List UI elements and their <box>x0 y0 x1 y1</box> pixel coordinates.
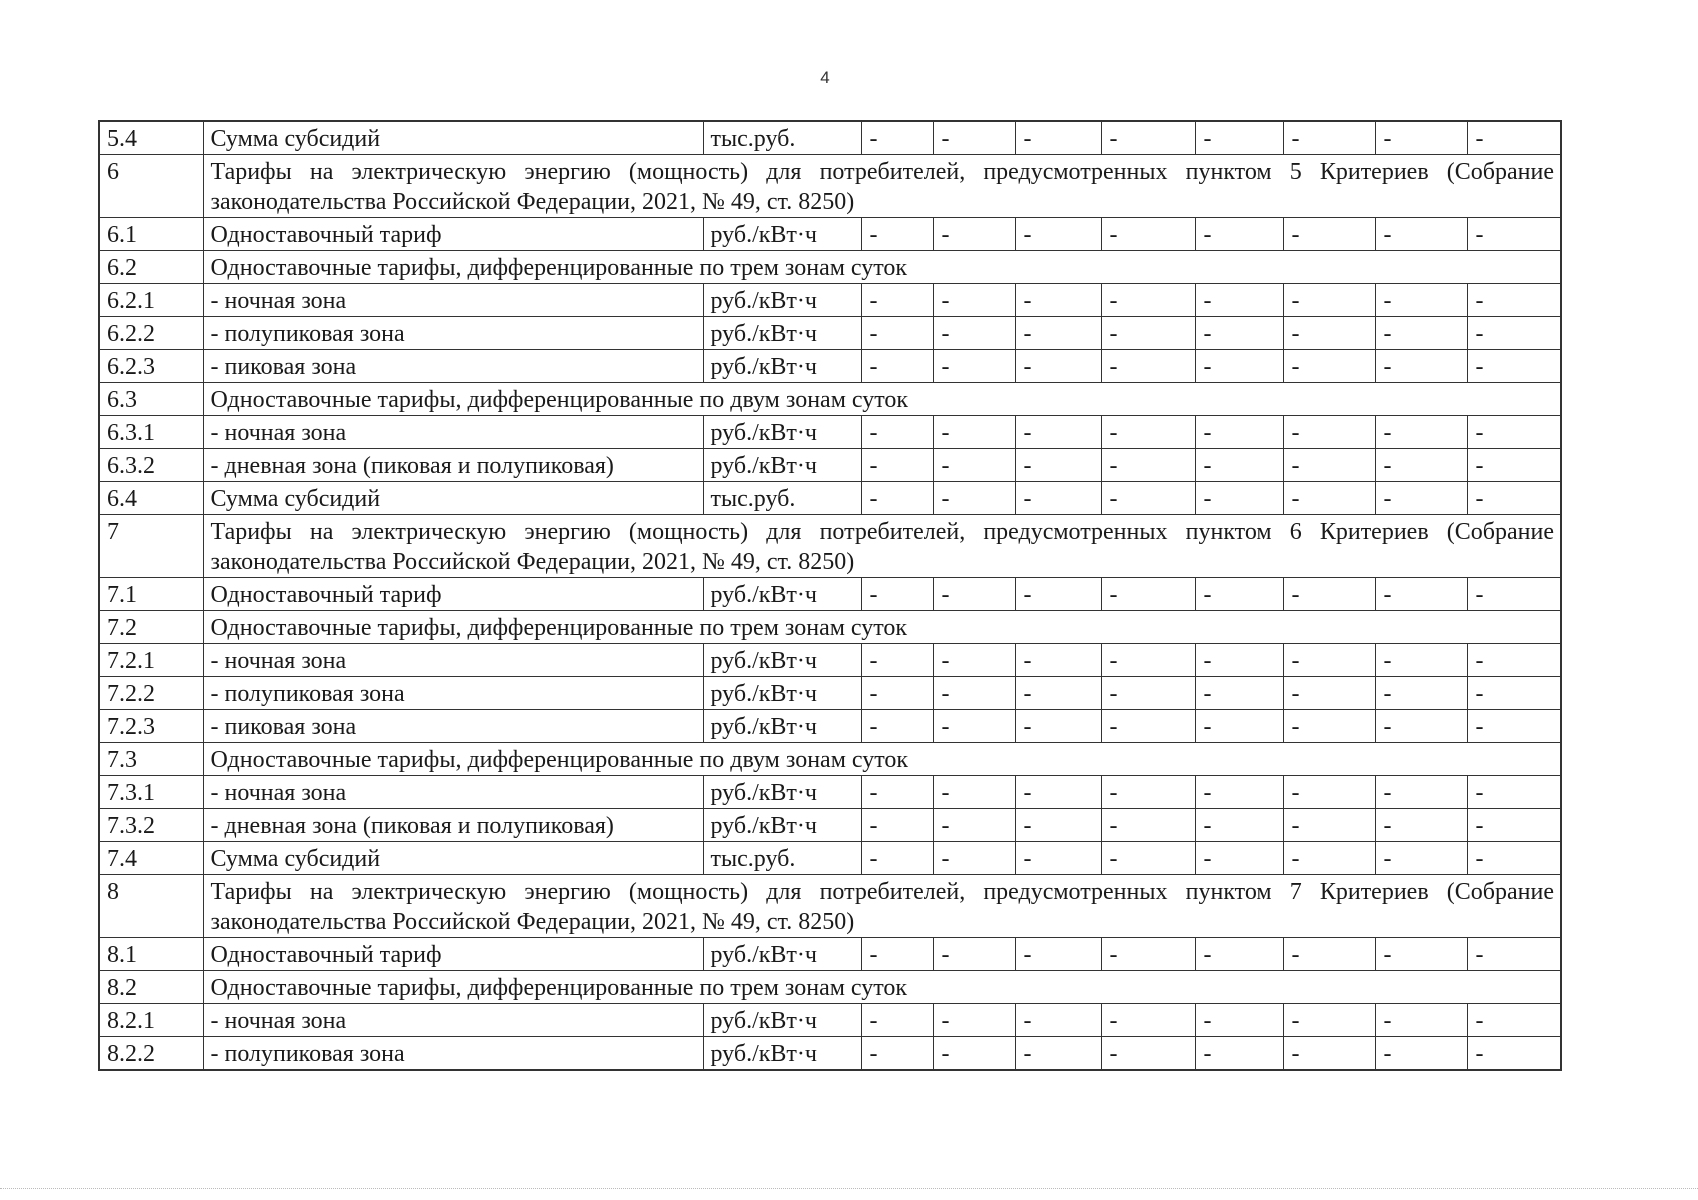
row-number: 7 <box>99 515 203 578</box>
row-name: - ночная зона <box>203 1004 703 1037</box>
value-cell: - <box>1015 218 1101 251</box>
row-unit: руб./кВт·ч <box>703 284 861 317</box>
row-unit: руб./кВт·ч <box>703 776 861 809</box>
value-cell: - <box>933 809 1015 842</box>
value-cell: - <box>1101 1037 1195 1071</box>
table-row <box>99 416 1561 449</box>
value-cell: - <box>1195 350 1283 383</box>
row-name: - ночная зона <box>203 644 703 677</box>
value-cell: - <box>1375 938 1467 971</box>
value-cell: - <box>1467 1037 1561 1071</box>
row-number: 6.2.3 <box>99 350 203 383</box>
value-cell: - <box>933 1037 1015 1071</box>
value-cell: - <box>933 644 1015 677</box>
value-cell: - <box>1467 121 1561 155</box>
tariff-table <box>98 120 1562 1071</box>
value-cell: - <box>1467 776 1561 809</box>
row-unit: руб./кВт·ч <box>703 350 861 383</box>
value-cell: - <box>1015 482 1101 515</box>
table-row <box>99 1004 1561 1037</box>
row-name: - полупиковая зона <box>203 677 703 710</box>
value-cell: - <box>861 938 933 971</box>
value-cell: - <box>1015 121 1101 155</box>
value-cell: - <box>861 449 933 482</box>
value-cell: - <box>1195 449 1283 482</box>
value-cell: - <box>1195 842 1283 875</box>
row-name: Сумма субсидий <box>203 121 703 155</box>
table-row <box>99 644 1561 677</box>
row-name: - ночная зона <box>203 776 703 809</box>
group-title: Одноставочные тарифы, дифференцированные по трем зонам суток <box>203 971 1561 1004</box>
value-cell: - <box>1101 578 1195 611</box>
value-cell: - <box>861 416 933 449</box>
row-number: 8.1 <box>99 938 203 971</box>
row-number: 7.2.1 <box>99 644 203 677</box>
row-name: - дневная зона (пиковая и полупиковая) <box>203 809 703 842</box>
table-row <box>99 809 1561 842</box>
value-cell: - <box>1101 677 1195 710</box>
value-cell: - <box>1283 317 1375 350</box>
group-title: Одноставочные тарифы, дифференцированные по двум зонам суток <box>203 383 1561 416</box>
value-cell: - <box>1283 809 1375 842</box>
section-title: Тарифы на электрическую энергию (мощность) для потребителей, предусмотренных пунктом 6 Критериев (Собрание законодательства Российской Федерации, 2021, № 49, ст. 8250) <box>203 515 1561 578</box>
value-cell: - <box>1283 350 1375 383</box>
value-cell: - <box>861 350 933 383</box>
value-cell: - <box>933 776 1015 809</box>
value-cell: - <box>1283 677 1375 710</box>
value-cell: - <box>1101 317 1195 350</box>
row-unit: руб./кВт·ч <box>703 218 861 251</box>
value-cell: - <box>1015 317 1101 350</box>
value-cell: - <box>1195 644 1283 677</box>
value-cell: - <box>1101 710 1195 743</box>
value-cell: - <box>1195 121 1283 155</box>
row-unit: руб./кВт·ч <box>703 1037 861 1071</box>
value-cell: - <box>1195 938 1283 971</box>
row-unit: тыс.руб. <box>703 121 861 155</box>
value-cell: - <box>1283 218 1375 251</box>
value-cell: - <box>861 1004 933 1037</box>
value-cell: - <box>1375 578 1467 611</box>
group-row <box>99 383 1561 416</box>
row-number: 6.3.2 <box>99 449 203 482</box>
value-cell: - <box>1375 1004 1467 1037</box>
value-cell: - <box>861 776 933 809</box>
row-name: - ночная зона <box>203 284 703 317</box>
value-cell: - <box>1195 1037 1283 1071</box>
value-cell: - <box>1375 284 1467 317</box>
value-cell: - <box>1015 644 1101 677</box>
value-cell: - <box>1283 1037 1375 1071</box>
value-cell: - <box>1283 710 1375 743</box>
value-cell: - <box>1101 1004 1195 1037</box>
row-name: - дневная зона (пиковая и полупиковая) <box>203 449 703 482</box>
value-cell: - <box>1467 1004 1561 1037</box>
row-number: 7.2.2 <box>99 677 203 710</box>
value-cell: - <box>933 482 1015 515</box>
table-row <box>99 350 1561 383</box>
value-cell: - <box>1015 1037 1101 1071</box>
value-cell: - <box>1375 482 1467 515</box>
value-cell: - <box>1101 284 1195 317</box>
value-cell: - <box>861 710 933 743</box>
value-cell: - <box>1283 578 1375 611</box>
table-row <box>99 938 1561 971</box>
value-cell: - <box>1283 644 1375 677</box>
value-cell: - <box>1283 482 1375 515</box>
row-unit: руб./кВт·ч <box>703 317 861 350</box>
value-cell: - <box>1195 578 1283 611</box>
value-cell: - <box>861 809 933 842</box>
table-row <box>99 710 1561 743</box>
value-cell: - <box>861 121 933 155</box>
group-title: Одноставочные тарифы, дифференцированные по трем зонам суток <box>203 611 1561 644</box>
value-cell: - <box>1101 350 1195 383</box>
value-cell: - <box>1375 842 1467 875</box>
value-cell: - <box>1467 449 1561 482</box>
row-name: - ночная зона <box>203 416 703 449</box>
row-name: - полупиковая зона <box>203 1037 703 1071</box>
value-cell: - <box>861 482 933 515</box>
row-unit: руб./кВт·ч <box>703 677 861 710</box>
value-cell: - <box>1283 776 1375 809</box>
value-cell: - <box>861 1037 933 1071</box>
row-number: 7.3.2 <box>99 809 203 842</box>
value-cell: - <box>1015 284 1101 317</box>
row-number: 8.2.1 <box>99 1004 203 1037</box>
value-cell: - <box>861 218 933 251</box>
row-unit: тыс.руб. <box>703 482 861 515</box>
value-cell: - <box>1467 218 1561 251</box>
value-cell: - <box>861 317 933 350</box>
value-cell: - <box>1375 416 1467 449</box>
value-cell: - <box>1101 809 1195 842</box>
group-title: Одноставочные тарифы, дифференцированные по двум зонам суток <box>203 743 1561 776</box>
value-cell: - <box>1195 776 1283 809</box>
value-cell: - <box>1467 842 1561 875</box>
value-cell: - <box>1467 317 1561 350</box>
value-cell: - <box>1467 578 1561 611</box>
value-cell: - <box>1375 644 1467 677</box>
value-cell: - <box>1015 710 1101 743</box>
value-cell: - <box>933 842 1015 875</box>
group-row <box>99 251 1561 284</box>
value-cell: - <box>1101 449 1195 482</box>
section-row <box>99 875 1561 938</box>
row-number: 7.2 <box>99 611 203 644</box>
row-unit: руб./кВт·ч <box>703 644 861 677</box>
group-row <box>99 743 1561 776</box>
row-number: 7.2.3 <box>99 710 203 743</box>
value-cell: - <box>933 578 1015 611</box>
row-unit: руб./кВт·ч <box>703 578 861 611</box>
value-cell: - <box>1467 710 1561 743</box>
value-cell: - <box>1015 776 1101 809</box>
value-cell: - <box>1195 284 1283 317</box>
value-cell: - <box>861 578 933 611</box>
row-number: 7.1 <box>99 578 203 611</box>
row-unit: руб./кВт·ч <box>703 1004 861 1037</box>
value-cell: - <box>1467 677 1561 710</box>
value-cell: - <box>1467 482 1561 515</box>
value-cell: - <box>1101 218 1195 251</box>
row-name: Сумма субсидий <box>203 482 703 515</box>
table-body <box>99 121 1561 1070</box>
value-cell: - <box>933 284 1015 317</box>
row-unit: руб./кВт·ч <box>703 938 861 971</box>
value-cell: - <box>1375 1037 1467 1071</box>
table-row <box>99 449 1561 482</box>
value-cell: - <box>933 121 1015 155</box>
section-row <box>99 155 1561 218</box>
group-row <box>99 611 1561 644</box>
value-cell: - <box>1375 317 1467 350</box>
value-cell: - <box>933 350 1015 383</box>
row-number: 6.3.1 <box>99 416 203 449</box>
table-row <box>99 578 1561 611</box>
value-cell: - <box>1467 644 1561 677</box>
value-cell: - <box>1015 938 1101 971</box>
row-number: 7.3.1 <box>99 776 203 809</box>
row-number: 6.2.1 <box>99 284 203 317</box>
value-cell: - <box>1283 938 1375 971</box>
row-unit: тыс.руб. <box>703 842 861 875</box>
section-title: Тарифы на электрическую энергию (мощность) для потребителей, предусмотренных пунктом 5 Критериев (Собрание законодательства Российской Федерации, 2021, № 49, ст. 8250) <box>203 155 1561 218</box>
value-cell: - <box>861 677 933 710</box>
row-number: 6.2 <box>99 251 203 284</box>
value-cell: - <box>1101 482 1195 515</box>
value-cell: - <box>1015 809 1101 842</box>
value-cell: - <box>1283 449 1375 482</box>
section-row <box>99 515 1561 578</box>
value-cell: - <box>933 938 1015 971</box>
row-number: 5.4 <box>99 121 203 155</box>
row-name: Сумма субсидий <box>203 842 703 875</box>
value-cell: - <box>1467 938 1561 971</box>
page-number: 4 <box>820 68 830 87</box>
group-title: Одноставочные тарифы, дифференцированные по трем зонам суток <box>203 251 1561 284</box>
value-cell: - <box>1195 317 1283 350</box>
scan-edge-divider <box>0 1188 1698 1189</box>
value-cell: - <box>1375 121 1467 155</box>
value-cell: - <box>1375 218 1467 251</box>
value-cell: - <box>1283 121 1375 155</box>
table-row <box>99 218 1561 251</box>
value-cell: - <box>1195 1004 1283 1037</box>
value-cell: - <box>1101 938 1195 971</box>
table-row <box>99 1037 1561 1071</box>
table-row <box>99 317 1561 350</box>
table-row <box>99 121 1561 155</box>
row-number: 6.3 <box>99 383 203 416</box>
value-cell: - <box>1015 449 1101 482</box>
value-cell: - <box>1195 677 1283 710</box>
value-cell: - <box>1015 578 1101 611</box>
value-cell: - <box>1195 482 1283 515</box>
value-cell: - <box>861 644 933 677</box>
row-unit: руб./кВт·ч <box>703 809 861 842</box>
row-number: 8.2 <box>99 971 203 1004</box>
value-cell: - <box>1015 350 1101 383</box>
value-cell: - <box>1375 677 1467 710</box>
value-cell: - <box>1467 809 1561 842</box>
row-number: 6.4 <box>99 482 203 515</box>
value-cell: - <box>1015 1004 1101 1037</box>
value-cell: - <box>1375 449 1467 482</box>
row-number: 7.4 <box>99 842 203 875</box>
row-name: Одноставочный тариф <box>203 578 703 611</box>
value-cell: - <box>1195 218 1283 251</box>
row-number: 6 <box>99 155 203 218</box>
value-cell: - <box>1101 842 1195 875</box>
value-cell: - <box>861 842 933 875</box>
row-name: - пиковая зона <box>203 350 703 383</box>
value-cell: - <box>933 1004 1015 1037</box>
value-cell: - <box>861 284 933 317</box>
value-cell: - <box>1283 416 1375 449</box>
value-cell: - <box>933 218 1015 251</box>
table-row <box>99 482 1561 515</box>
table-row <box>99 677 1561 710</box>
value-cell: - <box>933 449 1015 482</box>
value-cell: - <box>1375 350 1467 383</box>
row-name: - полупиковая зона <box>203 317 703 350</box>
row-name: Одноставочный тариф <box>203 938 703 971</box>
value-cell: - <box>1101 776 1195 809</box>
value-cell: - <box>1015 842 1101 875</box>
row-number: 7.3 <box>99 743 203 776</box>
row-number: 6.1 <box>99 218 203 251</box>
value-cell: - <box>933 677 1015 710</box>
value-cell: - <box>1467 284 1561 317</box>
value-cell: - <box>1283 284 1375 317</box>
value-cell: - <box>1195 809 1283 842</box>
row-number: 6.2.2 <box>99 317 203 350</box>
row-name: - пиковая зона <box>203 710 703 743</box>
row-unit: руб./кВт·ч <box>703 416 861 449</box>
row-unit: руб./кВт·ч <box>703 449 861 482</box>
table-row <box>99 284 1561 317</box>
row-unit: руб./кВт·ч <box>703 710 861 743</box>
value-cell: - <box>1375 809 1467 842</box>
group-row <box>99 971 1561 1004</box>
value-cell: - <box>1195 416 1283 449</box>
value-cell: - <box>1375 710 1467 743</box>
value-cell: - <box>1015 416 1101 449</box>
table-row <box>99 776 1561 809</box>
value-cell: - <box>1283 1004 1375 1037</box>
value-cell: - <box>1015 677 1101 710</box>
row-number: 8.2.2 <box>99 1037 203 1071</box>
value-cell: - <box>933 710 1015 743</box>
value-cell: - <box>1283 842 1375 875</box>
row-number: 8 <box>99 875 203 938</box>
value-cell: - <box>1375 776 1467 809</box>
section-title: Тарифы на электрическую энергию (мощность) для потребителей, предусмотренных пунктом 7 Критериев (Собрание законодательства Российской Федерации, 2021, № 49, ст. 8250) <box>203 875 1561 938</box>
row-name: Одноставочный тариф <box>203 218 703 251</box>
value-cell: - <box>1101 644 1195 677</box>
table-row <box>99 842 1561 875</box>
value-cell: - <box>1195 710 1283 743</box>
value-cell: - <box>1467 350 1561 383</box>
value-cell: - <box>933 416 1015 449</box>
value-cell: - <box>1101 121 1195 155</box>
value-cell: - <box>933 317 1015 350</box>
value-cell: - <box>1467 416 1561 449</box>
value-cell: - <box>1101 416 1195 449</box>
